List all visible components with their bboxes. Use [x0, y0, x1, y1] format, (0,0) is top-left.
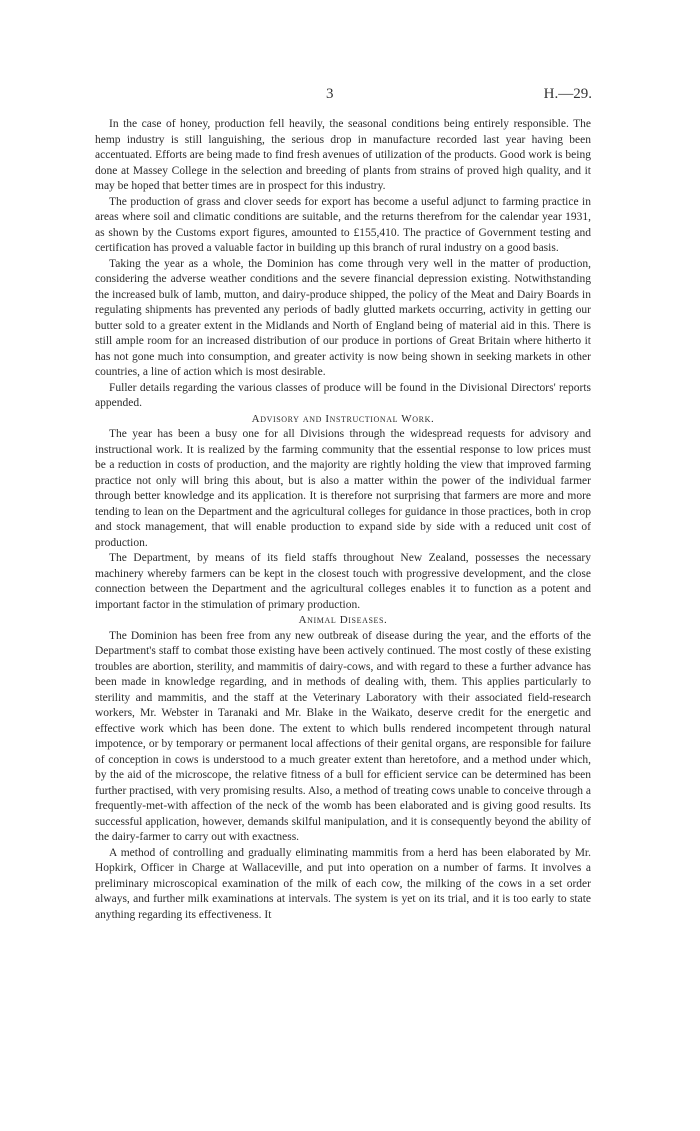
paragraph-year-production: Taking the year as a whole, the Dominion has come through very well in the matter of production, considering the adverse weather conditions and the severe financial depression existing. Notwithstanding the increased bulk of lamb, mutton, and dairy-produce shipped, the policy of the Meat and Dairy Boards in regulating shipments has prevented any periods of badly glutted markets occurring, activity in getting our butter sold to a greater extent in the Midlands and North of England being of material aid in this. There is still ample room for an increased distribution of our produce in portions of Great Britain where hitherto it has not gone much into consumption, and greater activity is now being shown in seeking markets in other countries, a line of action which is most desirable. — [95, 257, 591, 378]
body-text — [95, 117, 591, 923]
paragraph-fuller-details: Fuller details regarding the various classes of produce will be found in the Divisional Directors' reports appended. — [95, 381, 591, 409]
document-reference: H.—29. — [543, 86, 592, 102]
paragraph-animal-diseases-dominion: The Dominion has been free from any new outbreak of disease during the year, and the efforts of the Department's staff to combat those existing have been actively continued. The most costly of these existing troubles are abortion, sterility, and mammitis of dairy-cows, and with regard to these a further advance has been made in knowledge regarding, and in methods of dealing with, them. This applies particularly to sterility and mammitis, and the staff at the Veterinary Laboratory with their associated field-research workers, Mr. Webster in Taranaki and Mr. Blake in the Waikato, deserve credit for the energetic and effective work which has been done. The extent to which bulls rendered incompetent through natural impotence, or by temporary or permanent local affections of their genital organs, are responsible for failure of conception in cows is understood to a much greater extent than heretofore, and a method under which, by the aid of the microscope, the relative fitness of a bull for efficient service can be determined has been further practised, with very promising results. Also, a method of treating cows unable to conceive through a frequently-met-with affection of the neck of the womb has been elaborated and is giving good results. Its successful application, however, demands skilful manipulation, and it is consequently beyond the ability of the dairy-farmer to carry out with exactness. — [95, 629, 591, 843]
page-number: 3 — [326, 86, 334, 102]
paragraph-seeds-export: The production of grass and clover seeds for export has become a useful adjunct to farming practice in areas where soil and climatic conditions are suitable, and the returns therefrom for the calendar year 1931, as shown by the Customs export figures, amounted to £155,410. The practice of Government testing and certification has proved a valuable factor in building up this branch of rural industry on a good basis. — [95, 195, 591, 254]
section-heading-advisory: Advisory and Instructional Work. — [251, 412, 435, 425]
paragraph-advisory-busy-year: The year has been a busy one for all Divisions through the widespread requests for advisory and instructional work. It is realized by the farming community that the essential response to low prices must be a reduction in costs of production, and the majority are rightly holding the view that improved farming practice not only will bring this about, but is also a matter within the power of the individual farmer through better knowledge and its application. It is therefore not surprising that farmers are more and more tending to lean on the Department and the agricultural colleges for guidance in those practices, both in crop and stock management, that will enable production to expand side by side with a reduced unit cost of production. — [95, 428, 591, 549]
section-heading-animal-diseases: Animal Diseases. — [298, 614, 388, 626]
paragraph-animal-diseases-mammitis: A method of controlling and gradually eliminating mammitis from a herd has been elaborated by Mr. Hopkirk, Officer in Charge at Wallaceville, and put into operation on a number of farms. It involves a preliminary microscopical examination of the milk of each cow, the milking of the cows in a set order always, and further milk examinations at intervals. The system is yet on its trial, and it is too early to state anything regarding its effectiveness. It — [95, 846, 591, 921]
paragraph-honey-hemp: In the case of honey, production fell heavily, the seasonal conditions being entirely responsible. The hemp industry is still languishing, the serious drop in manufacture recorded last year having been accentuated. Efforts are being made to find fresh avenues of utilization of the products. Good work is being done at Massey College in the selection and breeding of plants from strains of proved high quality, and it may be hoped that better times are in prospect for this industry. — [95, 118, 591, 192]
paragraph-advisory-field-staffs: The Department, by means of its field staffs throughout New Zealand, possesses the necessary machinery whereby farmers can be kept in the closest touch with progressive development, and the close connection between the Department and the agricultural colleges enables it to function as a potent and important factor in the stimulation of primary production. — [95, 552, 591, 611]
